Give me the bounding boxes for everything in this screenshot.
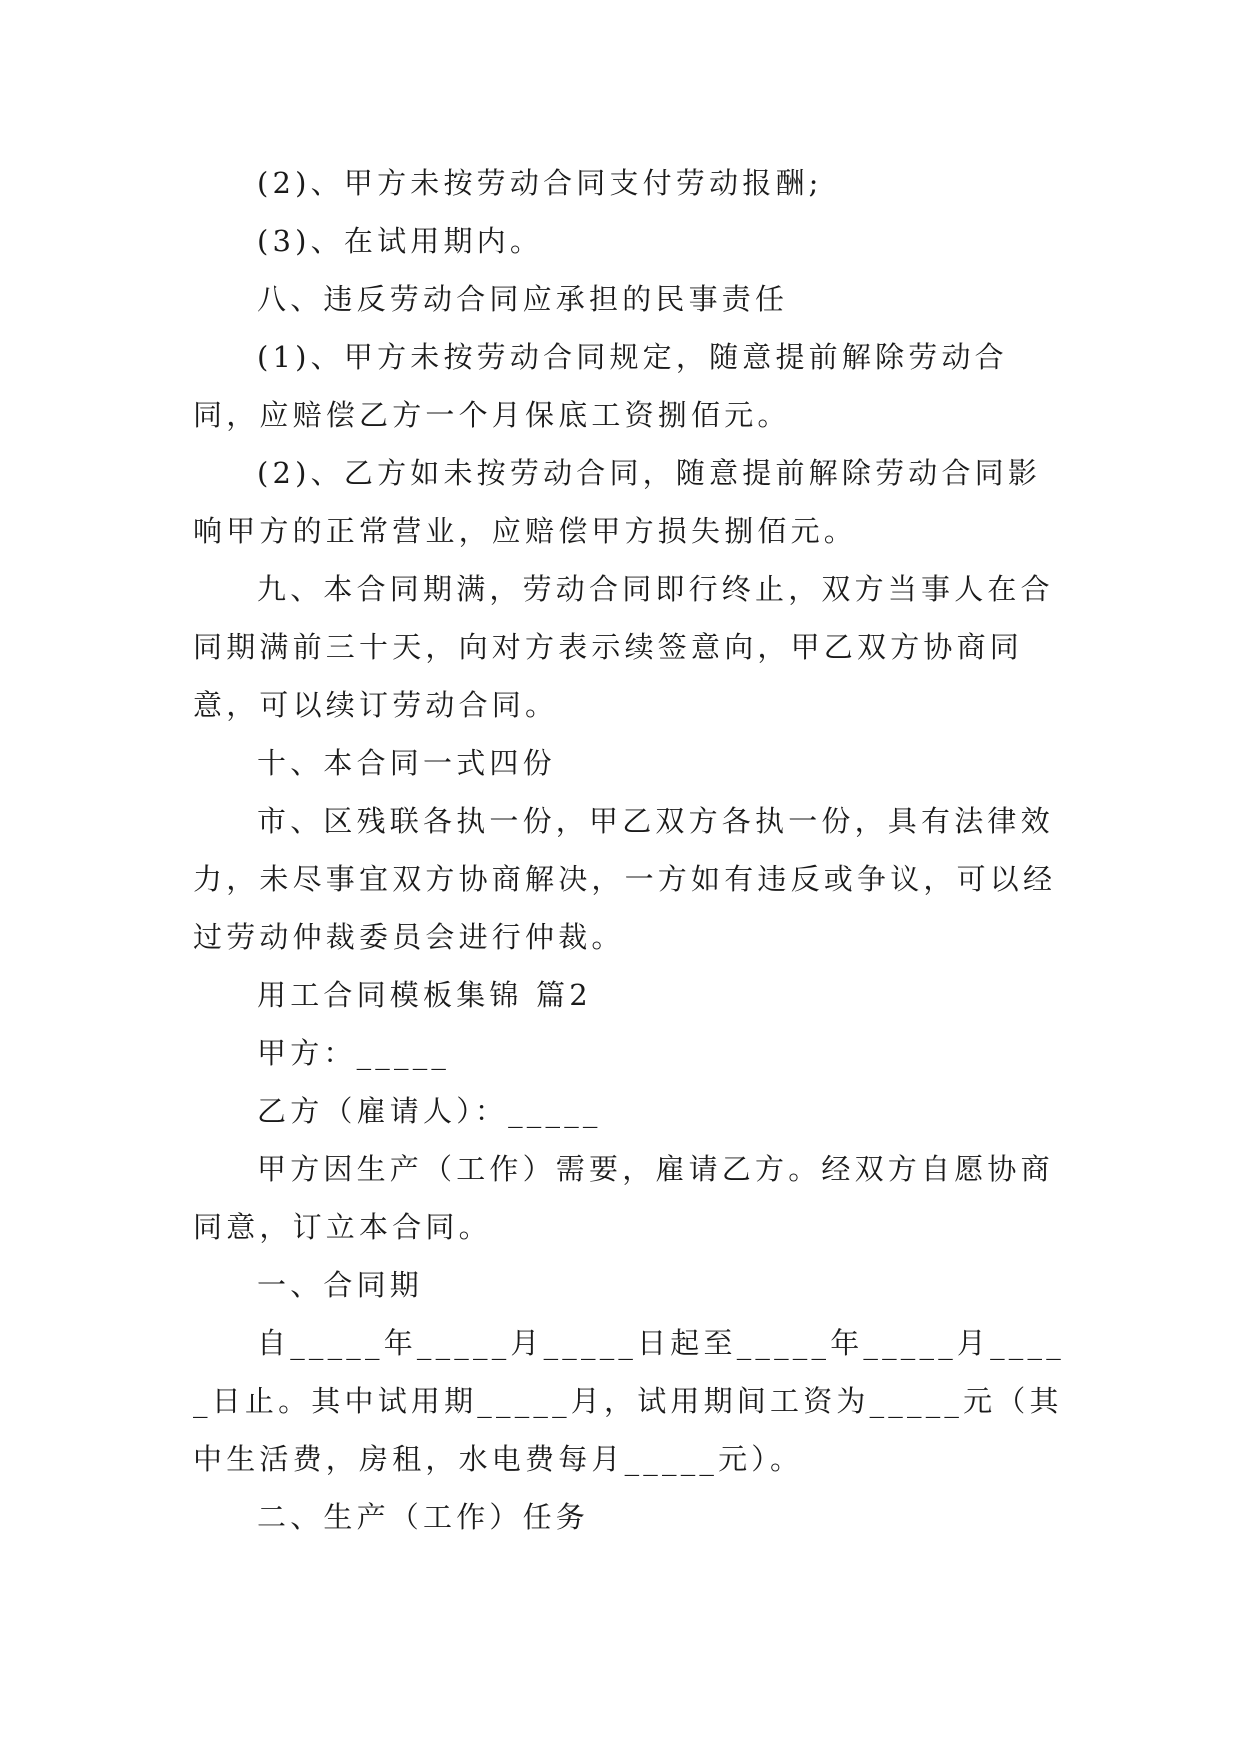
paragraph-clause-8-2: (2)、乙方如未按劳动合同，随意提前解除劳动合同影响甲方的正常营业，应赔偿甲方损失捌佰元。 [193,456,1042,548]
heading-section-10: 十、本合同一式四份 [257,746,556,780]
document-body [193,154,1073,1546]
paragraph-section-9: 九、本合同期满，劳动合同即行终止，双方当事人在合同期满前三十天，向对方表示续签意向，甲乙双方协商同意，可以续订劳动合同。 [193,572,1054,722]
paragraph-contract-period: 自_____年_____月_____日起至_____年_____月_____日止。其中试用期_____月，试用期间工资为_____元（其中生活费，房租，水电费每月_____元）。 [193,1326,1065,1476]
heading-template-2: 用工合同模板集锦 篇2 [257,978,592,1012]
paragraph-clause-8-1: (1)、甲方未按劳动合同规定，随意提前解除劳动合同，应赔偿乙方一个月保底工资捌佰元。 [193,340,1008,432]
heading-contract-period: 一、合同期 [257,1268,424,1302]
party-b-line: 乙方（雇请人）：_____ [257,1094,602,1128]
heading-section-8: 八、违反劳动合同应承担的民事责任 [257,282,789,316]
party-a-line: 甲方：_____ [257,1036,451,1070]
paragraph-clause-7-3: (3)、在试用期内。 [257,224,544,258]
paragraph-clause-7-2: (2)、甲方未按劳动合同支付劳动报酬; [257,166,823,200]
heading-production-tasks: 二、生产（工作）任务 [257,1500,590,1534]
paragraph-section-10-body: 市、区残联各执一份，甲乙双方各执一份，具有法律效力，未尽事宜双方协商解决，一方如有违反或争议，可以经过劳动仲裁委员会进行仲裁。 [193,804,1057,954]
paragraph-preamble: 甲方因生产（工作）需要，雇请乙方。经双方自愿协商同意，订立本合同。 [193,1152,1054,1244]
